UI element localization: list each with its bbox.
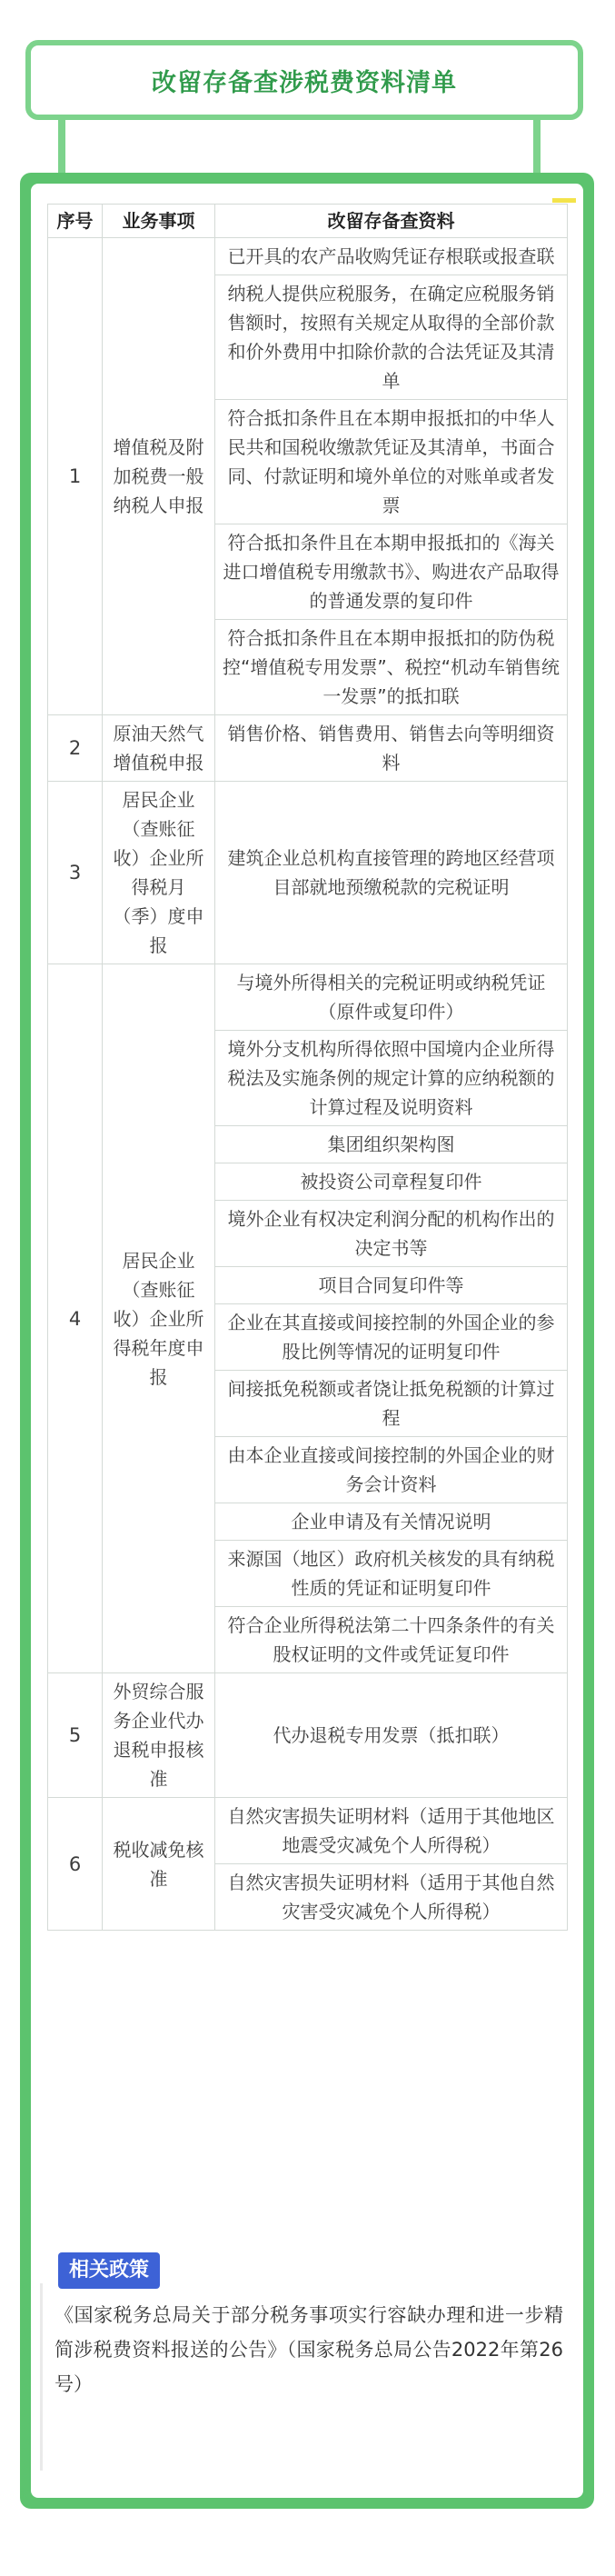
banner-connector-right <box>533 120 541 175</box>
table-row <box>48 782 568 964</box>
policy-link-text: 《国家税务总局关于部分税务事项实行容缺办理和进一步精简涉税费资料报送的公告》（国家税务总局公告2022年第26号） <box>55 2304 563 2395</box>
row-number: 1 <box>48 238 103 715</box>
business-item: 增值税及附加税费一般纳税人申报 <box>103 238 215 715</box>
table-row <box>48 238 568 275</box>
header-item: 业务事项 <box>103 205 215 238</box>
material-cell: 符合抵扣条件且在本期申报抵扣的《海关进口增值税专用缴款书》、购进农产品取得的普通发票的复印件 <box>215 524 568 620</box>
policy-tag: 相关政策 <box>58 2252 160 2289</box>
business-item: 原油天然气增值税申报 <box>103 715 215 782</box>
material-cell: 被投资公司章程复印件 <box>215 1163 568 1201</box>
material-cell: 间接抵免税额或者饶让抵免税额的计算过程 <box>215 1371 568 1437</box>
material-cell: 与境外所得相关的完税证明或纳税凭证（原件或复印件） <box>215 964 568 1031</box>
header-no: 序号 <box>48 205 103 238</box>
material-cell: 符合抵扣条件且在本期申报抵扣的防伪税控“增值税专用发票”、税控“机动车销售统一发票”的抵扣联 <box>215 620 568 715</box>
table-header-row <box>48 205 568 238</box>
corner-accent <box>552 198 576 203</box>
title-banner <box>25 40 583 120</box>
material-cell: 已开具的农产品收购凭证存根联或报查联 <box>215 238 568 275</box>
row-number: 5 <box>48 1673 103 1798</box>
business-item: 居民企业（查账征收）企业所得税年度申报 <box>103 964 215 1673</box>
material-cell: 建筑企业总机构直接管理的跨地区经营项目部就地预缴税款的完税证明 <box>215 782 568 964</box>
business-item: 居民企业（查账征收）企业所得税月（季）度申报 <box>103 782 215 964</box>
table-row <box>48 1798 568 1864</box>
material-cell: 由本企业直接或间接控制的外国企业的财务会计资料 <box>215 1437 568 1503</box>
material-cell: 企业申请及有关情况说明 <box>215 1503 568 1541</box>
banner-connector-left <box>58 120 65 175</box>
material-cell: 符合企业所得税法第二十四条条件的有关股权证明的文件或凭证复印件 <box>215 1607 568 1673</box>
table-row <box>48 1673 568 1798</box>
business-item: 外贸综合服务企业代办退税申报核准 <box>103 1673 215 1798</box>
header-materials: 改留存备查资料 <box>215 205 568 238</box>
row-number: 6 <box>48 1798 103 1931</box>
materials-table <box>47 204 568 1931</box>
material-cell: 自然灾害损失证明材料（适用于其他地区地震受灾减免个人所得税） <box>215 1798 568 1864</box>
row-number: 2 <box>48 715 103 782</box>
row-number: 3 <box>48 782 103 964</box>
table-row <box>48 715 568 782</box>
material-cell: 自然灾害损失证明材料（适用于其他自然灾害受灾减免个人所得税） <box>215 1864 568 1931</box>
material-cell: 纳税人提供应税服务，在确定应税服务销售额时，按照有关规定从取得的全部价款和价外费用中扣除价款的合法凭证及其清单 <box>215 275 568 400</box>
list-panel <box>20 173 594 2509</box>
material-cell: 代办退税专用发票（抵扣联） <box>215 1673 568 1798</box>
list-panel-inner <box>31 184 583 2498</box>
material-cell: 企业在其直接或间接控制的外国企业的参股比例等情况的证明复印件 <box>215 1304 568 1371</box>
row-number: 4 <box>48 964 103 1673</box>
material-cell: 境外分支机构所得依照中国境内企业所得税法及实施条例的规定计算的应纳税额的计算过程及说明资料 <box>215 1031 568 1126</box>
business-item: 税收减免核准 <box>103 1798 215 1931</box>
material-cell: 集团组织架构图 <box>215 1126 568 1163</box>
material-cell: 来源国（地区）政府机关核发的具有纳税性质的凭证和证明复印件 <box>215 1541 568 1607</box>
material-cell: 境外企业有权决定利润分配的机构作出的决定书等 <box>215 1201 568 1267</box>
material-cell: 符合抵扣条件且在本期申报抵扣的中华人民共和国税收缴款凭证及其清单，书面合同、付款证明和境外单位的对账单或者发票 <box>215 400 568 524</box>
material-cell: 销售价格、销售费用、销售去向等明细资料 <box>215 715 568 782</box>
material-cell: 项目合同复印件等 <box>215 1267 568 1304</box>
page-title: 改留存备查涉税费资料清单 <box>152 68 457 97</box>
table-row <box>48 964 568 1031</box>
